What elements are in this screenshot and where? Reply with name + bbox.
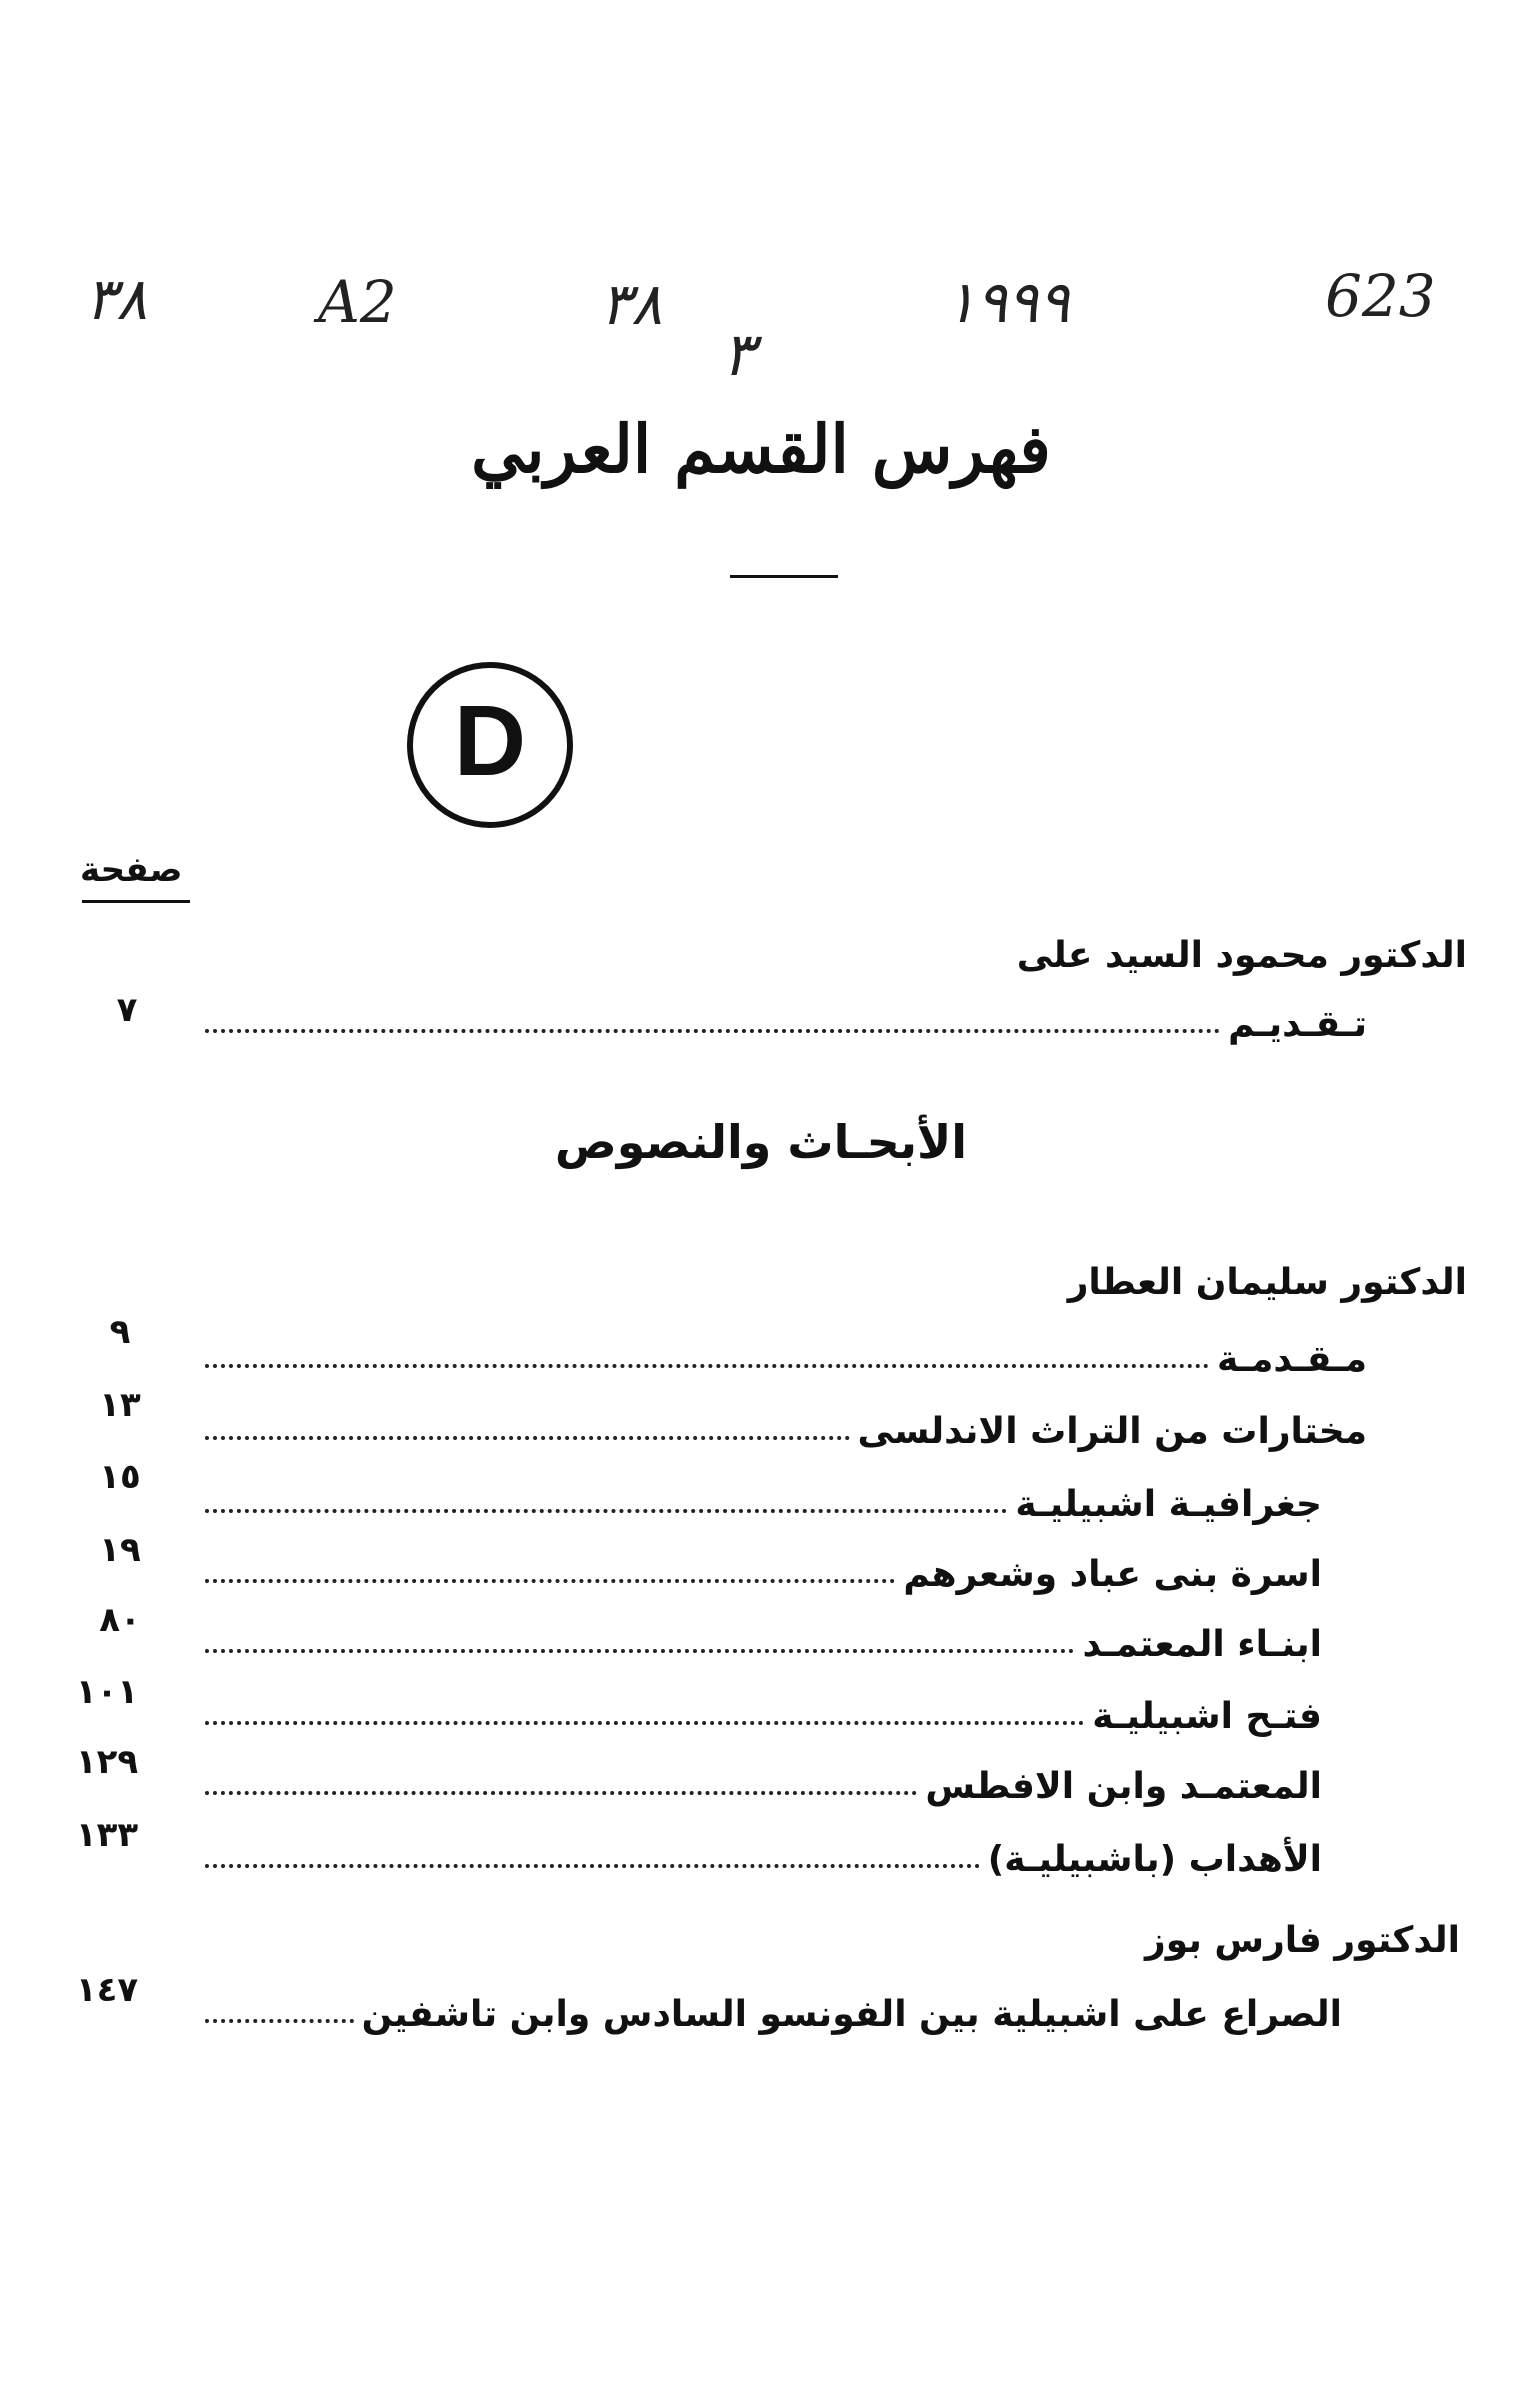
toc-page-number: ٩ <box>109 1312 131 1352</box>
toc-page-number: ٨٠ <box>99 1600 141 1640</box>
toc-page-number: ١٥ <box>99 1457 141 1497</box>
toc-leader-dots <box>205 1579 895 1583</box>
toc-entry-title: فتـح اشبيليـة <box>1092 1696 1322 1737</box>
page-title: فهرس القسم العربي <box>471 410 1051 488</box>
toc-entry-title: المعتمـد وابن الافطس <box>925 1766 1322 1807</box>
intro-author: الدكتور محمود السيد على <box>1016 935 1467 976</box>
toc-entry-intro <box>205 995 1367 1045</box>
toc-entry-title: ابنـاء المعتمـد <box>1082 1624 1322 1665</box>
toc-entry <box>205 1402 1367 1452</box>
toc-leader-dots <box>205 1364 1209 1368</box>
toc-entry <box>205 1687 1322 1737</box>
page-column-underline <box>82 900 190 903</box>
toc-entry-title: جغرافيـة اشبيليـة <box>1015 1484 1322 1525</box>
toc-page-number: ١٣٣ <box>75 1815 139 1855</box>
toc-entry <box>205 1615 1322 1665</box>
toc-leader-dots <box>205 1649 1074 1653</box>
group1-author: الدكتور سليمان العطار <box>1067 1262 1467 1303</box>
toc-entry <box>205 1985 1342 2035</box>
toc-leader-dots <box>205 1436 850 1440</box>
toc-entry <box>205 1475 1322 1525</box>
stamp-d-icon <box>405 660 575 830</box>
toc-entry-title: الأهداب (باشبيليـة) <box>987 1839 1322 1880</box>
toc-entry-title: مختارات من التراث الاندلسى <box>857 1411 1367 1452</box>
toc-page-number: ١٤٧ <box>75 1970 139 2010</box>
toc-page-number: ٧ <box>116 990 138 1030</box>
toc-entry-title: اسرة بنى عباد وشعرهم <box>903 1554 1322 1595</box>
handwritten-note-2: A2 <box>318 268 397 336</box>
handwritten-year: ١٩٩٩ <box>945 268 1070 336</box>
toc-leader-dots <box>205 1864 980 1868</box>
toc-leader-dots <box>205 1721 1084 1725</box>
handwritten-note-4: ٣ <box>722 320 755 390</box>
toc-entry <box>205 1830 1322 1880</box>
toc-entry <box>205 1757 1322 1807</box>
toc-entry-title: مـقـدمـة <box>1216 1339 1367 1380</box>
toc-leader-dots <box>205 1029 1220 1033</box>
toc-entry-title: تـقـديـم <box>1228 1004 1367 1045</box>
page-column-header: صفحة <box>80 850 183 890</box>
toc-entry-title: الصراع على اشبيلية بين الفونسو السادس وابن تاشفين <box>361 1994 1342 2035</box>
stamp-letter: D <box>453 685 527 797</box>
group2-author: الدكتور فارس بوز <box>1145 1920 1460 1961</box>
toc-page-number: ١٢٩ <box>75 1742 139 1782</box>
handwritten-number: 623 <box>1325 262 1436 330</box>
toc-entry <box>205 1330 1367 1380</box>
toc-entry <box>205 1545 1322 1595</box>
toc-page-number: ١٠١ <box>75 1672 139 1712</box>
toc-page-number: ١٩ <box>99 1530 141 1570</box>
title-divider <box>730 575 838 578</box>
handwritten-note-1: ٣٨ <box>85 265 148 333</box>
toc-page-number: ١٣ <box>99 1385 141 1425</box>
toc-leader-dots <box>205 2019 354 2023</box>
toc-leader-dots <box>205 1791 917 1795</box>
handwritten-note-3: ٣٨ <box>600 270 663 338</box>
toc-leader-dots <box>205 1509 1007 1513</box>
section-title: الأبحـاث والنصوص <box>554 1115 968 1169</box>
